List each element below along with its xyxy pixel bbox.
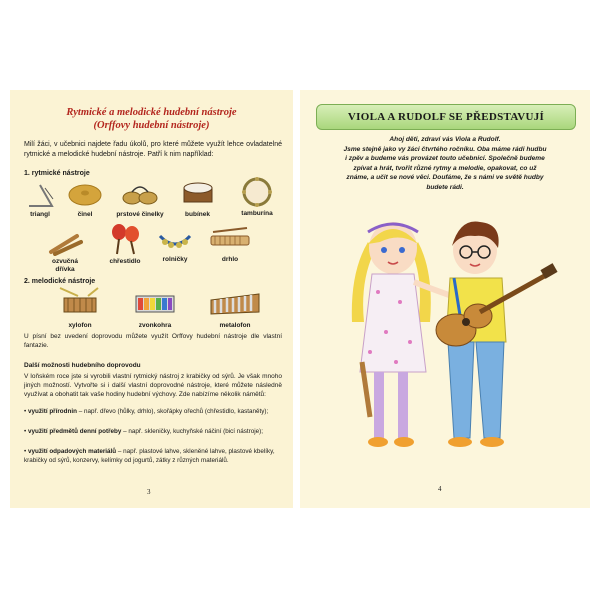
right-page — [300, 90, 590, 508]
maracas-icon — [107, 222, 143, 256]
page-number: 4 — [438, 485, 442, 493]
xylophone-icon — [58, 286, 102, 320]
triangle-icon — [25, 183, 55, 209]
more-heading: Další možnosti hudebního doprovodu — [24, 362, 141, 369]
bullet-item: • využití odpadových materiálů – např. plastové lahve, skleněné lahve, plastové kbelíky, krabičky od sýrů, konzervy, kelímky od jogurtů, zátky z různých materiálů. — [24, 448, 275, 464]
cymbal-icon — [67, 180, 103, 209]
instrument-prstove-cinelky: prstové činelky — [110, 180, 170, 219]
instrument-drhlo: drhlo — [200, 224, 260, 264]
page-banner: VIOLA A RUDOLF SE PŘEDSTAVUJÍ — [316, 104, 576, 130]
page-number: 3 — [147, 488, 151, 496]
melodic-heading: 2. melodické nástroje — [24, 278, 96, 285]
left-page-title — [10, 106, 293, 132]
instrument-tamburina: tamburína — [232, 176, 282, 218]
instrument-zvonkohra: zvonkohra — [125, 286, 185, 330]
bells-icon — [157, 224, 193, 254]
song-note: U písní bez uvedení doprovodu můžete využít Orffovy hudební nástroje dle vlastní fantazie. — [24, 333, 282, 349]
bullet-item: • využití přírodnin – např. dřevo (hůlky, drhlo), skořápky ořechů (chřestidlo, kastaněty); — [24, 408, 269, 415]
instrument-cinel: činel — [65, 180, 105, 219]
title-line-2: (Orffovy hudební nástroje) — [93, 120, 210, 131]
left-page — [10, 90, 293, 508]
bullet-item: • využití předmětů denní potřeby – např. skleničky, kuchyňské náčiní (bicí nástroje); — [24, 428, 264, 435]
rhythm-heading: 1. rytmické nástroje — [24, 170, 90, 177]
instrument-triangl: triangl — [20, 183, 60, 219]
more-text: V loňském roce jste si vyrobili vlastní rytmický nástroj z krabičky od sýrů. Je však mnoho jiných možností. Vytvořte si i další vlastní doprovodné nástroje, které můžete následně využívat a obohatit tak vaše hodiny hudební výchovy. Zde nabízíme několik námětů: — [24, 373, 282, 398]
instrument-bubinek: bubínek — [175, 180, 220, 219]
intro-text: Milí žáci, v učebnici najdete řadu úkolů, pro které můžete využít lehce ovladatelné rytmické a melodické hudební nástroje. Patří k nim například: — [24, 141, 282, 158]
viola-and-rudolf-illustration — [330, 212, 570, 462]
instrument-ozvucna-drivka: ozvučná dřívka — [40, 230, 90, 274]
instrument-xylofon: xylofon — [50, 286, 110, 330]
instrument-metalofon: metalofon — [200, 286, 270, 330]
guiro-icon — [207, 224, 253, 254]
drum-icon — [181, 180, 215, 209]
instrument-chrestidlo: chřestidlo — [100, 222, 150, 266]
tambourine-icon — [241, 176, 273, 208]
title-line-1: Rytmické a melodické hudební nástroje — [66, 107, 237, 118]
claves-icon — [47, 230, 83, 256]
finger-cymbals-icon — [120, 180, 160, 209]
metallophone-icon — [207, 286, 263, 320]
greeting-text: Ahoj děti, zdraví vás Viola a Rudolf. Jsme stejně jako vy žáci čtvrtého ročníku. Oba máme rádi hudbu i zpěv a budeme vás provázet touto učebnicí. Společně budeme zpívat a hrát, tvořit různé rytmy a melodie, opakovat, co už známe, a učit se nové věci. Doufáme, že s námi ve světě hudby budete rádi. — [343, 136, 547, 191]
instrument-rolnicky: rolničky — [150, 224, 200, 264]
rudolf-figure — [436, 222, 558, 448]
glockenspiel-icon — [132, 286, 178, 320]
